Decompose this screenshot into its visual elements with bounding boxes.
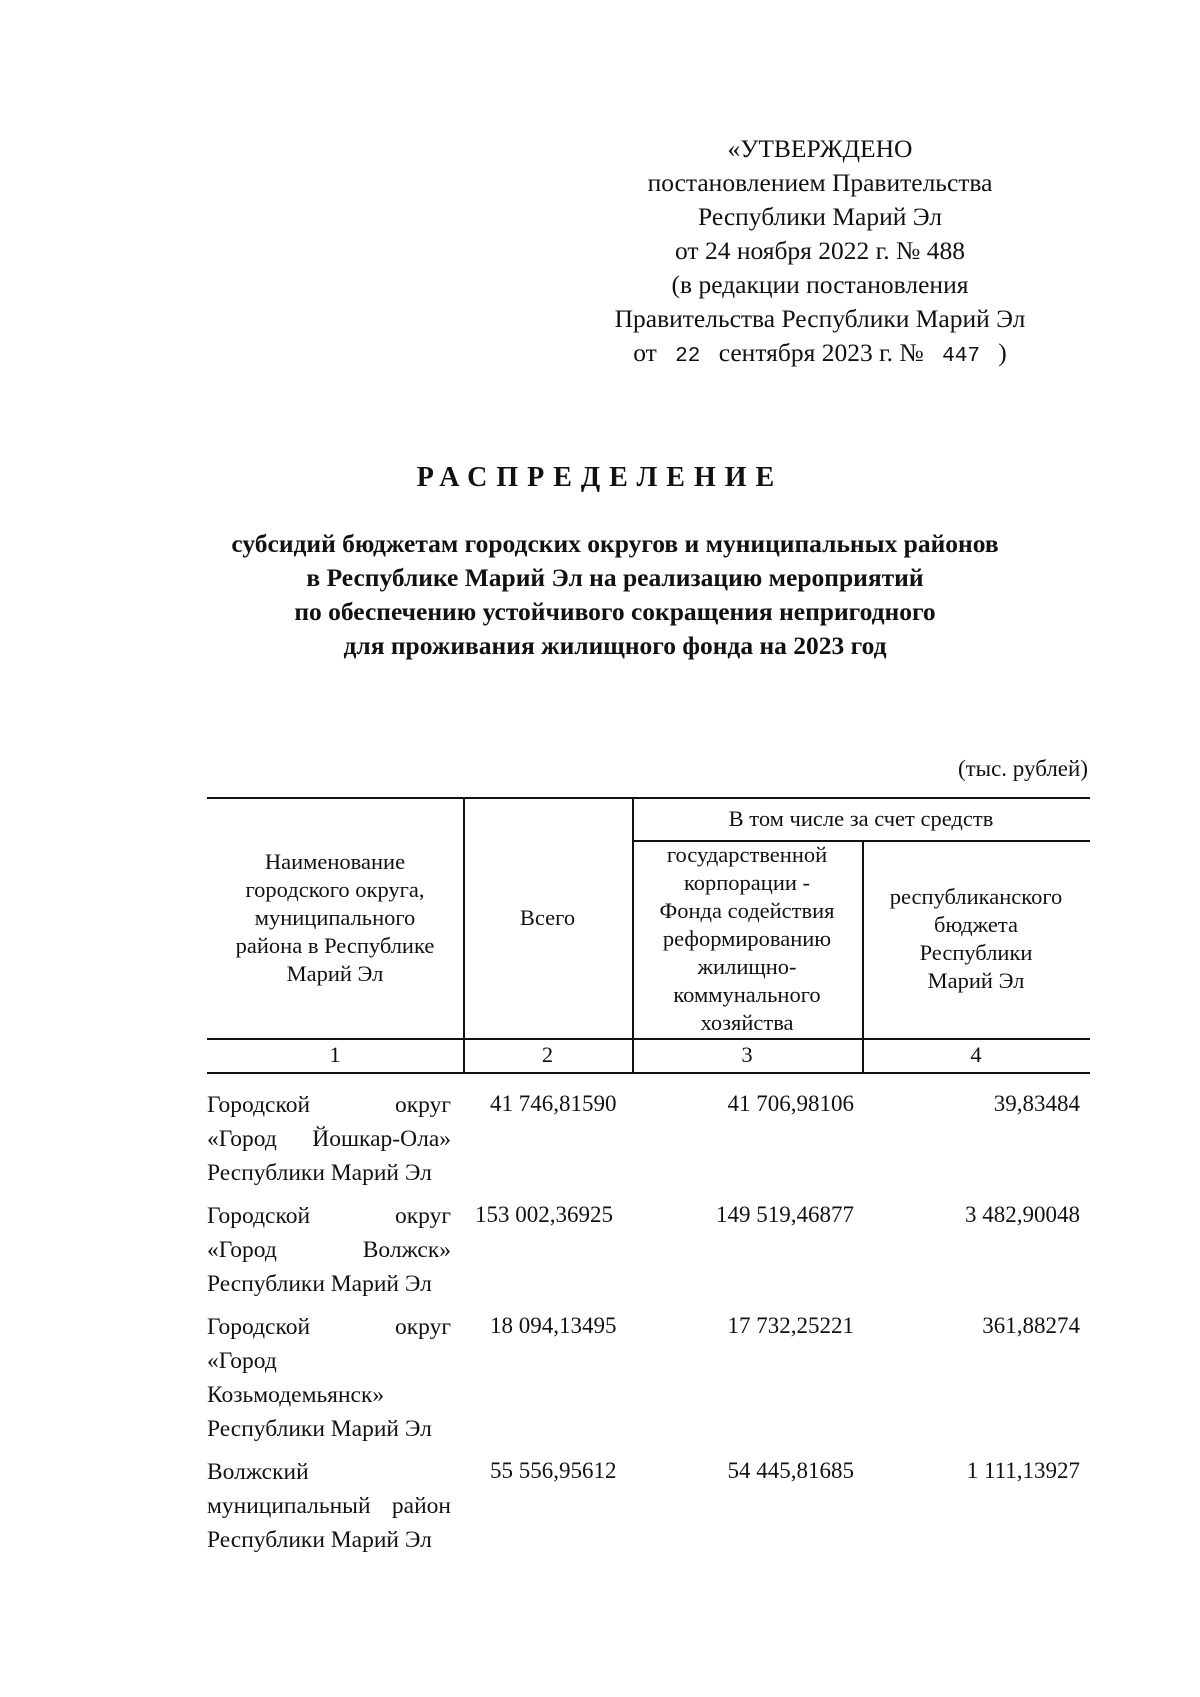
row-name-line: Республики Марий Эл [207,1271,432,1297]
header-total: Всего [519,904,576,930]
table-numbers-bottom-border [207,1072,1090,1074]
table-row-name [207,1455,451,1557]
column-number: 3 [741,1042,753,1067]
header-text-line: городского округа, [245,876,425,902]
row-republic: 1 111,13927 [966,1458,1080,1483]
row-fund: 54 445,81685 [727,1458,854,1483]
row-fund: 41 706,98106 [727,1091,854,1116]
subtitle-line: субсидий бюджетам городских округов и муниципальных районов [231,529,999,558]
table-row-name [207,1088,451,1190]
header-text-line: республиканского [889,884,1063,909]
header-text-line: реформированию [662,926,832,951]
approval-line: постановлением Правительства [647,168,993,197]
header-name [207,797,463,1038]
header-text-line: Марий Эл [927,968,1025,993]
column-number: 4 [970,1042,982,1067]
row-name-line: Козьмодемьянск» [207,1382,385,1408]
column-number: 2 [541,1042,554,1067]
approval-line: Республики Марий Эл [698,202,942,231]
header-fund [632,840,862,1038]
document-subtitle [150,527,1080,663]
document-title: РАСПРЕДЕЛЕНИЕ [416,462,784,493]
approval-prefix: от [633,338,657,367]
subtitle-line: по обеспечению устойчивого сокращения непригодного [294,597,936,626]
header-text-line: Фонда содействия [659,898,835,923]
header-text-line: бюджета [934,912,1018,937]
row-name-line: Волжский [207,1459,309,1485]
approval-number: 447 [942,345,980,368]
header-text-line: Республики [919,940,1033,965]
header-text-line: Наименование [264,848,406,874]
header-text-line: корпорации - [683,870,811,895]
row-name-line: Республики Марий Эл [207,1416,432,1442]
header-text-line: жилищно- [697,954,797,979]
subtitle-line: в Республике Марий Эл на реализацию мероприятий [306,563,924,592]
row-total: 153 002,36925 [475,1202,613,1227]
table-row-name [207,1199,451,1301]
approval-suffix: ) [998,338,1007,367]
row-name-line: «Город [207,1348,277,1374]
row-name-line: «Город Волжск» [207,1237,451,1263]
header-republic [862,840,1090,1038]
row-name-line: Республики Марий Эл [207,1160,432,1186]
row-fund: 149 519,46877 [716,1202,854,1227]
row-name-line: Городской округ [207,1092,451,1118]
header-text-line: коммунального [673,982,821,1007]
row-name-line: Городской округ [207,1203,451,1229]
column-number: 1 [329,1042,341,1067]
units-label: (тыс. рублей) [957,756,1088,781]
row-total: 18 094,13495 [490,1313,617,1338]
approval-line: от 24 ноября 2022 г. № 488 [675,236,965,265]
approval-line: Правительства Республики Марий Эл [614,304,1026,333]
row-name-line: муниципальный район [207,1493,451,1519]
approval-block [560,132,1080,374]
row-total: 41 746,81590 [490,1091,617,1116]
row-republic: 361,88274 [982,1313,1080,1338]
approval-line-date [560,336,1080,374]
header-text-line: хозяйства [700,1010,794,1035]
header-text-line: района в Республике [235,932,435,958]
header-text-line: Марий Эл [286,960,384,986]
row-name-line: Республики Марий Эл [207,1527,432,1553]
header-funding-group: В том числе за счет средств [728,805,994,831]
row-republic: 3 482,90048 [965,1202,1080,1227]
approval-day: 22 [675,345,701,368]
subtitle-line: для проживания жилищного фонда на 2023 год [343,631,887,660]
row-name-line: Городской округ [207,1314,451,1340]
row-fund: 17 732,25221 [727,1313,854,1338]
row-republic: 39,83484 [993,1091,1080,1116]
approval-line: «УТВЕРЖДЕНО [727,134,913,163]
row-name-line: «Город Йошкар-Ола» [207,1126,451,1152]
header-text-line: муниципального [254,904,416,930]
row-total: 55 556,95612 [490,1458,617,1483]
approval-month-year: сентября 2023 г. № [718,338,924,367]
table-row-name [207,1310,451,1446]
approval-line: (в редакции постановления [671,270,969,299]
header-text-line: государственной [666,842,828,867]
